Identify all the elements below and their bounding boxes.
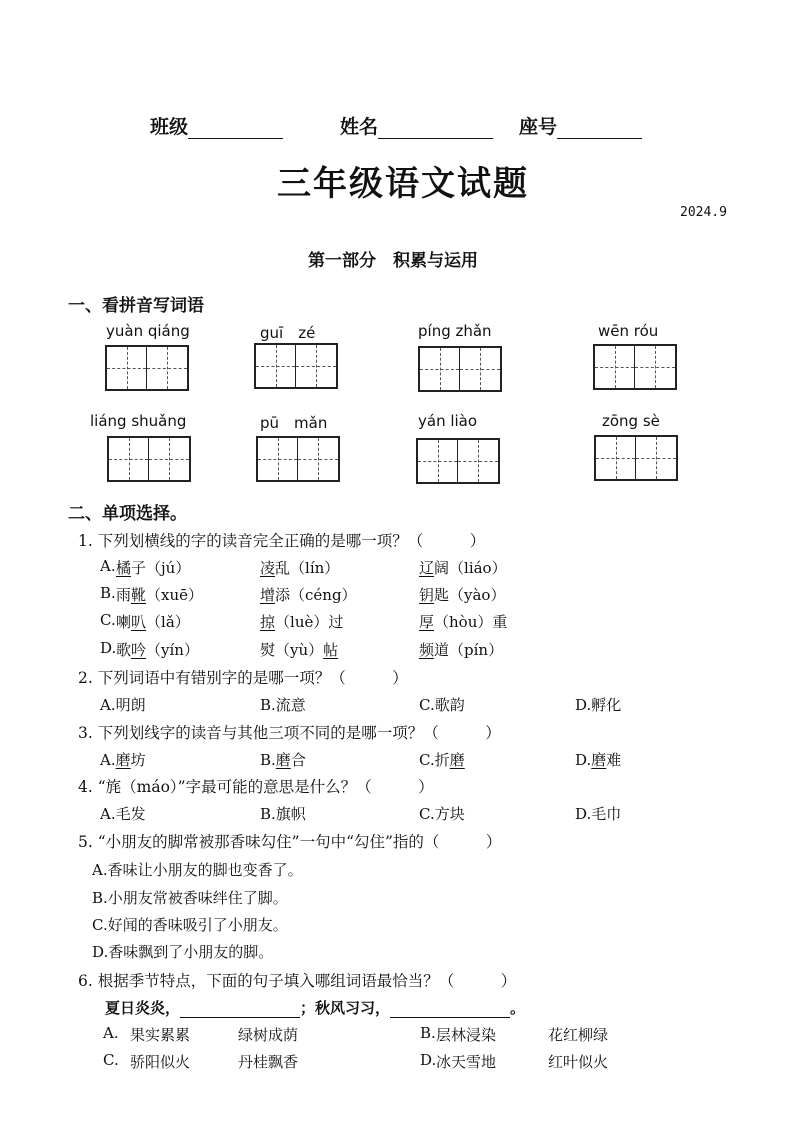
q5-option-c[interactable]: C.好闻的香味吸引了小朋友。 <box>92 916 288 934</box>
section2-heading: 二、单项选择。 <box>68 504 187 524</box>
writing-grid[interactable] <box>593 344 677 390</box>
q2-option-d[interactable]: D.孵化 <box>575 696 622 714</box>
q6-option-a-label[interactable]: A. <box>103 1024 119 1042</box>
q3-option-b[interactable]: B.磨合 <box>260 751 306 769</box>
q1-option-a-word3: 辽阔（liáo） <box>419 559 507 577</box>
seat-field <box>519 112 642 139</box>
q6-option-d-word2: 红叶似火 <box>548 1053 609 1071</box>
q1-option-a-word1: 橘子（jú） <box>116 559 191 577</box>
question-5: 5. “小朋友的脚常被那香味勾住”一句中“勾住”指的（ ） <box>78 833 502 851</box>
part-title: 第一部分 积累与运用 <box>308 251 478 271</box>
writing-grid[interactable] <box>254 343 338 389</box>
q6-option-b-word1: 层林浸染 <box>436 1026 497 1044</box>
q1-option-d-word3: 频道（pín） <box>419 641 504 659</box>
seat-blank[interactable] <box>557 120 642 139</box>
q1-option-c-label[interactable]: C. <box>100 611 116 629</box>
q2-option-b[interactable]: B.流意 <box>260 696 306 714</box>
q5-option-b[interactable]: B.小朋友常被香味绊住了脚。 <box>92 889 288 907</box>
q6-option-c-word2: 丹桂飘香 <box>238 1053 299 1071</box>
q1-option-d-word2: 熨（yù）帖 <box>260 641 339 659</box>
q6-option-a-word2: 绿树成荫 <box>238 1026 299 1044</box>
question-6: 6. 根据季节特点，下面的句子填入哪组词语最恰当？（ ） <box>78 972 517 990</box>
q6-sentence: 夏日炎炎， ；秋风习习， 。 <box>105 999 526 1017</box>
q6-option-c-word1: 骄阳似火 <box>130 1053 191 1071</box>
q1-option-b-word2: 增添（céng） <box>260 586 357 604</box>
writing-grid[interactable] <box>594 435 678 481</box>
q4-option-a[interactable]: A.毛发 <box>100 805 146 823</box>
q3-option-c[interactable]: C.折磨 <box>419 751 465 769</box>
q6-option-b-label[interactable]: B. <box>420 1024 436 1042</box>
q1-option-b-label[interactable]: B. <box>100 584 116 602</box>
pinyin-label: yán liào <box>418 412 478 430</box>
q1-option-c-word2: 掠（luè）过 <box>260 613 344 631</box>
q3-option-a[interactable]: A.磨坊 <box>100 751 146 769</box>
question-1: 1. 下列划横线的字的读音完全正确的是哪一项？（ ） <box>78 532 486 550</box>
q1-option-a-label[interactable]: A. <box>100 557 116 575</box>
writing-grid[interactable] <box>418 346 502 392</box>
question-2: 2. 下列词语中有错别字的是哪一项？（ ） <box>78 669 408 687</box>
page-title: 三年级语文试题 <box>277 164 529 204</box>
seat-label: 座号 <box>519 116 558 138</box>
writing-grid[interactable] <box>416 438 500 484</box>
class-blank[interactable] <box>188 120 283 139</box>
writing-grid[interactable] <box>256 436 340 482</box>
q5-option-a[interactable]: A.香味让小朋友的脚也变香了。 <box>92 861 303 879</box>
q1-option-c-word1: 喇叭（lǎ） <box>116 613 190 631</box>
name-label: 姓名 <box>340 116 379 138</box>
q6-option-d-word1: 冰天雪地 <box>436 1053 497 1071</box>
pinyin-label: zōng sè <box>602 412 660 430</box>
pinyin-label: liáng shuǎng <box>90 412 187 430</box>
q4-option-d[interactable]: D.毛巾 <box>575 805 622 823</box>
q6-option-a-word1: 果实累累 <box>130 1026 191 1044</box>
question-4: 4. “旄（máo）”字最可能的意思是什么？（ ） <box>78 778 434 796</box>
q6-option-d-label[interactable]: D. <box>420 1051 437 1069</box>
q1-option-b-word3: 钥匙（yào） <box>419 586 506 604</box>
section1-heading: 一、看拼音写词语 <box>68 296 204 316</box>
pinyin-label: guī zé <box>260 324 316 342</box>
pinyin-label: wēn róu <box>598 322 659 340</box>
q6-blank-2[interactable] <box>390 1001 510 1018</box>
class-label: 班级 <box>150 116 189 138</box>
q1-option-c-word3: 厚（hòu）重 <box>419 613 508 631</box>
q5-option-d[interactable]: D.香味飘到了小朋友的脚。 <box>92 943 274 961</box>
q1-option-d-word1: 歌吟（yín） <box>116 641 199 659</box>
pinyin-label: yuàn qiáng <box>106 322 190 340</box>
q4-option-c[interactable]: C.方块 <box>419 805 465 823</box>
pinyin-label: píng zhǎn <box>418 322 492 340</box>
q6-option-c-label[interactable]: C. <box>103 1051 119 1069</box>
q3-option-d[interactable]: D.磨难 <box>575 751 622 769</box>
q1-option-d-label[interactable]: D. <box>100 639 117 657</box>
writing-grid[interactable] <box>107 436 191 482</box>
q2-option-a[interactable]: A.明朗 <box>100 696 146 714</box>
q6-blank-1[interactable] <box>180 1001 300 1018</box>
q2-option-c[interactable]: C.歌韵 <box>419 696 465 714</box>
question-3: 3. 下列划线字的读音与其他三项不同的是哪一项？（ ） <box>78 724 501 742</box>
q1-option-a-word2: 凌乱（lín） <box>260 559 340 577</box>
q4-option-b[interactable]: B.旗帜 <box>260 805 306 823</box>
writing-grid[interactable] <box>105 345 189 391</box>
name-field <box>340 112 493 139</box>
q1-option-b-word1: 雨靴（xuē） <box>116 586 204 604</box>
q6-option-b-word2: 花红柳绿 <box>548 1026 609 1044</box>
exam-date: 2024.9 <box>680 205 727 220</box>
class-field <box>150 112 283 139</box>
pinyin-label: pū mǎn <box>260 414 328 432</box>
name-blank[interactable] <box>378 120 493 139</box>
